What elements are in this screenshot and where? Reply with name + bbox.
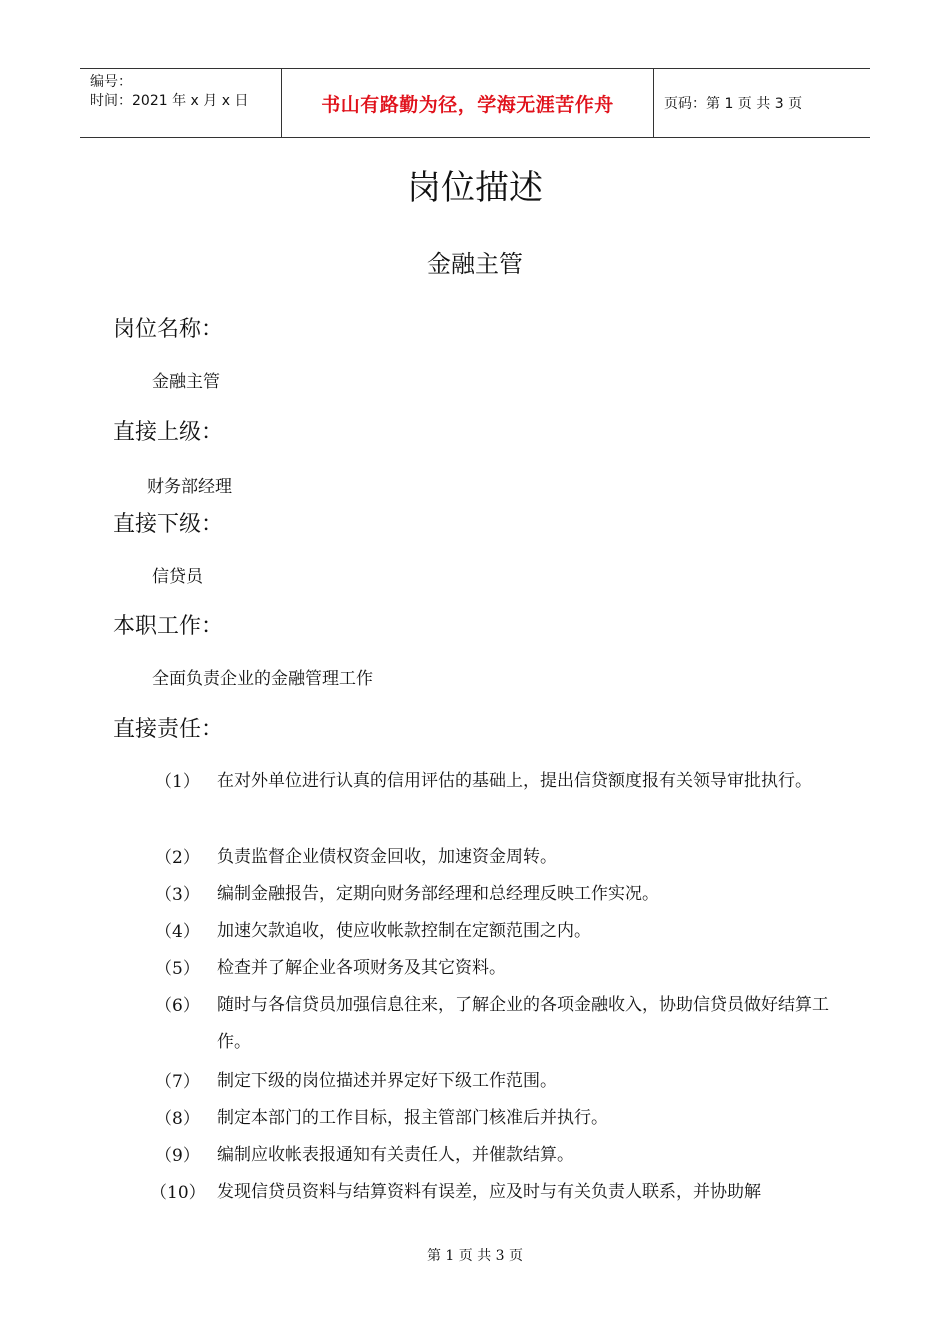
item-text: 编制金融报告，定期向财务部经理和总经理反映工作实况。 <box>217 884 659 904</box>
item-number: （6） <box>155 996 200 1016</box>
item-number: （2） <box>155 848 200 868</box>
subordinate-text: 信贷员 <box>152 567 203 587</box>
superior-heading: 直接上级： <box>113 420 224 445</box>
page-footer: 第 1 页 共 3 页 <box>426 1248 524 1264</box>
item-number: （7） <box>155 1072 200 1092</box>
item-number: （3） <box>155 885 200 905</box>
item-text: 加速欠款追收，使应收帐款控制在定额范围之内。 <box>217 921 591 941</box>
header-page-info: 页码：第 1 页 共 3 页 <box>664 96 803 112</box>
post-name-heading: 岗位名称： <box>113 317 224 342</box>
document-subtitle: 金融主管 <box>427 250 523 278</box>
number-label: 编号： <box>90 74 132 90</box>
document-title: 岗位描述 <box>407 168 543 208</box>
item-text: 检查并了解企业各项财务及其它资料。 <box>217 958 506 978</box>
duty-text: 全面负责企业的金融管理工作 <box>152 669 373 689</box>
duty-heading: 本职工作： <box>113 614 224 639</box>
page-header <box>80 68 870 138</box>
item-text: 制定下级的岗位描述并界定好下级工作范围。 <box>217 1071 557 1091</box>
item-number: （5） <box>155 959 200 979</box>
item-text: 负责监督企业债权资金回收，加速资金周转。 <box>217 847 557 867</box>
item-number: （4） <box>155 922 200 942</box>
item-number: （1） <box>155 772 200 792</box>
item-text: 发现信贷员资料与结算资料有误差，应及时与有关负责人联系，并协助解 <box>217 1182 761 1202</box>
time-label: 时间：2021 年 x 月 x 日 <box>90 93 249 109</box>
item-text: 在对外单位进行认真的信用评估的基础上，提出信贷额度报有关领导审批执行。 <box>217 771 812 791</box>
superior-text: 财务部经理 <box>147 477 232 497</box>
responsibilities-heading: 直接责任： <box>113 717 224 742</box>
item-number: （10） <box>150 1183 206 1203</box>
item-text: 编制应收帐表报通知有关责任人，并催款结算。 <box>217 1145 574 1165</box>
item-text: 随时与各信贷员加强信息往来，了解企业的各项金融收入，协助信贷员做好结算工作。 <box>217 995 829 1052</box>
subordinate-heading: 直接下级： <box>113 512 224 537</box>
item-text: 制定本部门的工作目标，报主管部门核准后并执行。 <box>217 1108 608 1128</box>
header-meta <box>80 69 281 137</box>
header-motto: 书山有路勤为径，学海无涯苦作舟 <box>281 69 654 137</box>
item-number: （9） <box>155 1146 200 1166</box>
post-name-text: 金融主管 <box>152 372 220 392</box>
item-number: （8） <box>155 1109 200 1129</box>
